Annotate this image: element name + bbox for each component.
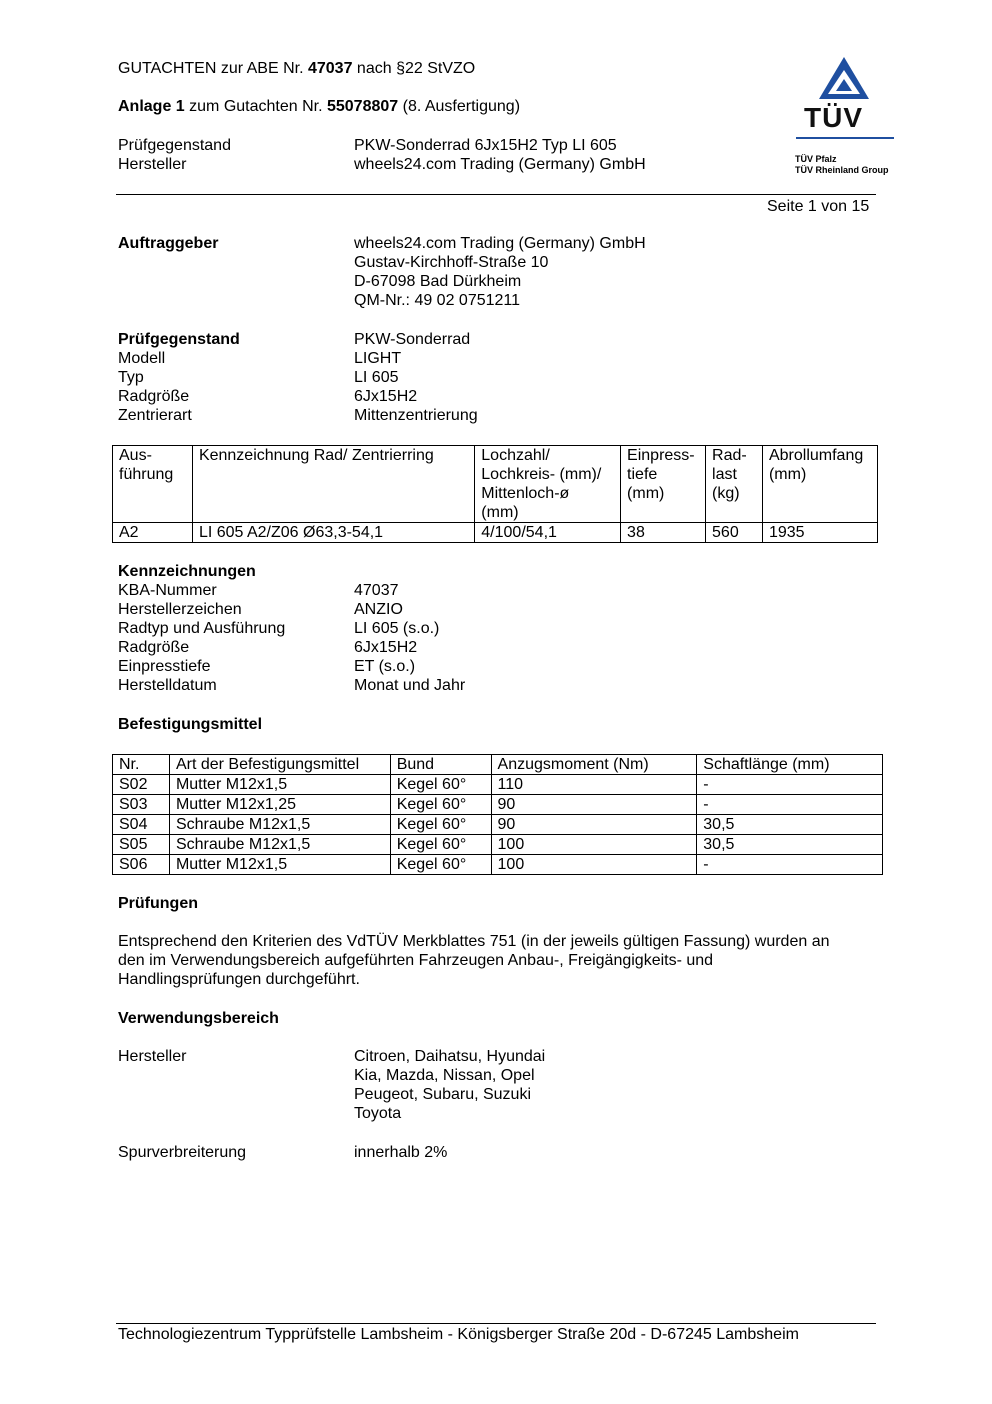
field-label: Einpresstiefe [118, 658, 211, 675]
auftraggeber-label: Auftraggeber [118, 235, 219, 252]
field-value: ANZIO [354, 601, 403, 618]
table-cell: Schraube M12x1,5 [169, 835, 390, 855]
abe-number: 47037 [307, 60, 353, 77]
field-label: KBA-Nummer [118, 582, 217, 599]
table-cell: Kegel 60° [390, 815, 491, 835]
befestigung-title: Befestigungsmittel [118, 716, 263, 733]
table-row [113, 775, 883, 795]
table-cell: Mutter M12x1,5 [169, 855, 390, 875]
tuv-logo-line1: TÜV Pfalz [795, 154, 837, 164]
hersteller-line: Peugeot, Subaru, Suzuki [354, 1086, 532, 1103]
table-cell: Kegel 60° [390, 855, 491, 875]
table-header-cell: Schaftlänge (mm) [697, 755, 883, 775]
table-cell: 90 [491, 795, 697, 815]
pruefungen-paragraph [118, 932, 830, 989]
table-header-cell [113, 446, 193, 523]
table-cell: 1935 [762, 523, 877, 543]
field-value: 47037 [354, 582, 399, 599]
verwendung-hersteller-label: Hersteller [118, 1048, 187, 1065]
field-value: PKW-Sonderrad [354, 331, 471, 348]
table-cell: Mutter M12x1,5 [169, 775, 390, 795]
auftraggeber-address [354, 234, 646, 310]
header-text: Mittenloch-ø [481, 485, 570, 502]
header-pruef-value: PKW-Sonderrad 6Jx15H2 Typ LI 605 [354, 137, 617, 154]
table-cell: Kegel 60° [390, 775, 491, 795]
tuv-logo-text: TÜV [804, 102, 863, 133]
field-value: Mittenzentrierung [354, 407, 478, 424]
anlage-suffix: (8. Ausfertigung) [402, 98, 521, 115]
kennzeichnungen-values [354, 581, 465, 695]
table-cell: - [697, 775, 883, 795]
paragraph-line: den im Verwendungsbereich aufgeführten Fahrzeugen Anbau-, Freigängigkeits- und [118, 952, 714, 969]
field-value: Monat und Jahr [354, 677, 466, 694]
header-text: Rad- [712, 447, 747, 464]
paragraph-line: Entsprechend den Kriterien des VdTÜV Merkblattes 751 (in der jeweils gültigen Fassung) wurden an [118, 933, 830, 950]
field-value: 6Jx15H2 [354, 388, 418, 405]
hersteller-line: Kia, Mazda, Nissan, Opel [354, 1067, 535, 1084]
table-cell: A2 [113, 523, 193, 543]
header-text: tiefe [627, 466, 658, 483]
field-label: Radtyp und Ausführung [118, 620, 286, 637]
table-cell: 110 [491, 775, 697, 795]
header-pruef-label: Prüfgegenstand [118, 137, 231, 154]
table-cell: LI 605 A2/Z06 Ø63,3-54,1 [192, 523, 474, 543]
befestigung-table [112, 754, 883, 875]
table-header-cell [621, 446, 706, 523]
field-label: Modell [118, 350, 166, 367]
header-hersteller-label: Hersteller [118, 156, 187, 173]
table-header-cell: Anzugsmoment (Nm) [491, 755, 697, 775]
verwendung-title: Verwendungsbereich [118, 1010, 279, 1027]
table-row [113, 523, 878, 543]
table-header-cell: Art der Befestigungsmittel [169, 755, 390, 775]
header-text: Lochzahl/ [481, 447, 550, 464]
table-row [113, 795, 883, 815]
header-text: Aus- [119, 447, 152, 464]
table-cell: 38 [621, 523, 706, 543]
auftraggeber-line: Gustav-Kirchhoff-Straße 10 [354, 254, 549, 271]
header-divider [116, 194, 876, 195]
title-line [118, 59, 475, 78]
header-text: last [712, 466, 737, 483]
tuv-logo [794, 55, 896, 177]
anlage-line [118, 97, 520, 116]
header-text: (mm) [627, 485, 665, 502]
table-header-cell [475, 446, 621, 523]
field-label: Zentrierart [118, 407, 192, 424]
paragraph-line: Handlingsprüfungen durchgeführt. [118, 971, 360, 988]
table-cell: - [697, 795, 883, 815]
gutachten-number: 55078807 [326, 98, 399, 115]
table-cell: 100 [491, 835, 697, 855]
table-cell: 90 [491, 815, 697, 835]
pruefgegenstand-values [354, 330, 478, 425]
table-cell: 30,5 [697, 815, 883, 835]
field-value: LI 605 (s.o.) [354, 620, 440, 637]
table-cell: S06 [113, 855, 170, 875]
field-value: LI 605 [354, 369, 399, 386]
table-cell: - [697, 855, 883, 875]
kennzeichnungen-title: Kennzeichnungen [118, 563, 256, 580]
wheel-table [112, 445, 878, 543]
header-text: (mm) [768, 466, 807, 483]
spurverbreiterung-label: Spurverbreiterung [118, 1144, 247, 1161]
table-header-cell [762, 446, 877, 523]
title-prefix: GUTACHTEN zur ABE Nr. [118, 60, 304, 77]
field-label: Typ [118, 369, 144, 386]
table-cell: Schraube M12x1,5 [169, 815, 390, 835]
anlage-mid: zum Gutachten Nr. [189, 98, 323, 115]
table-cell: Kegel 60° [390, 835, 491, 855]
table-header-cell: Bund [390, 755, 491, 775]
header-text: führung [119, 466, 174, 483]
header-hersteller-value: wheels24.com Trading (Germany) GmbH [354, 156, 646, 173]
table-row [113, 855, 883, 875]
header-text: Lochkreis- (mm)/ [481, 466, 602, 483]
table-cell: S02 [113, 775, 170, 795]
spurverbreiterung-value: innerhalb 2% [354, 1144, 448, 1161]
table-header-cell [192, 446, 474, 523]
hersteller-line: Toyota [354, 1105, 402, 1122]
header-text: (mm) [481, 504, 519, 521]
table-row [113, 835, 883, 855]
header-text: (kg) [712, 485, 740, 502]
table-cell: S03 [113, 795, 170, 815]
table-cell: 30,5 [697, 835, 883, 855]
table-header-row [113, 755, 883, 775]
field-label: Radgröße [118, 388, 190, 405]
table-row [113, 815, 883, 835]
table-cell: S04 [113, 815, 170, 835]
auftraggeber-line: QM-Nr.: 49 02 0751211 [354, 292, 521, 309]
field-value: LIGHT [354, 350, 402, 367]
field-label: Herstellerzeichen [118, 601, 242, 618]
field-value: 6Jx15H2 [354, 639, 418, 656]
pruefungen-title: Prüfungen [118, 895, 198, 912]
table-header-row [113, 446, 878, 523]
page-info: Seite 1 von 15 [767, 198, 870, 215]
header-text: Abrollumfang [768, 447, 864, 464]
pruefgegenstand-labels [118, 330, 240, 425]
anlage-label: Anlage 1 [118, 98, 185, 115]
hersteller-line: Citroen, Daihatsu, Hyundai [354, 1048, 546, 1065]
table-cell: 4/100/54,1 [475, 523, 621, 543]
header-text: Kennzeichnung Rad/ Zentrierring [198, 447, 434, 464]
table-header-cell: Nr. [113, 755, 170, 775]
table-cell: S05 [113, 835, 170, 855]
field-label: Herstelldatum [118, 677, 217, 694]
auftraggeber-line: D-67098 Bad Dürkheim [354, 273, 522, 290]
tuv-logo-line2: TÜV Rheinland Group [795, 165, 889, 175]
table-cell: Kegel 60° [390, 795, 491, 815]
kennzeichnungen-labels [118, 581, 285, 695]
field-label: Radgröße [118, 639, 190, 656]
verwendung-hersteller-list [354, 1047, 545, 1123]
table-header-cell [706, 446, 763, 523]
footer-divider [116, 1323, 876, 1324]
footer-text: Technologiezentrum Typprüfstelle Lambsheim - Königsberger Straße 20d - D-67245 Lambsheim [118, 1326, 799, 1343]
title-suffix: nach §22 StVZO [356, 60, 476, 77]
table-cell: 100 [491, 855, 697, 875]
table-cell: Mutter M12x1,25 [169, 795, 390, 815]
pruefgegenstand-heading: Prüfgegenstand [118, 331, 240, 348]
table-cell: 560 [706, 523, 763, 543]
header-text: Einpress- [627, 447, 695, 464]
auftraggeber-line: wheels24.com Trading (Germany) GmbH [354, 235, 646, 252]
field-value: ET (s.o.) [354, 658, 416, 675]
